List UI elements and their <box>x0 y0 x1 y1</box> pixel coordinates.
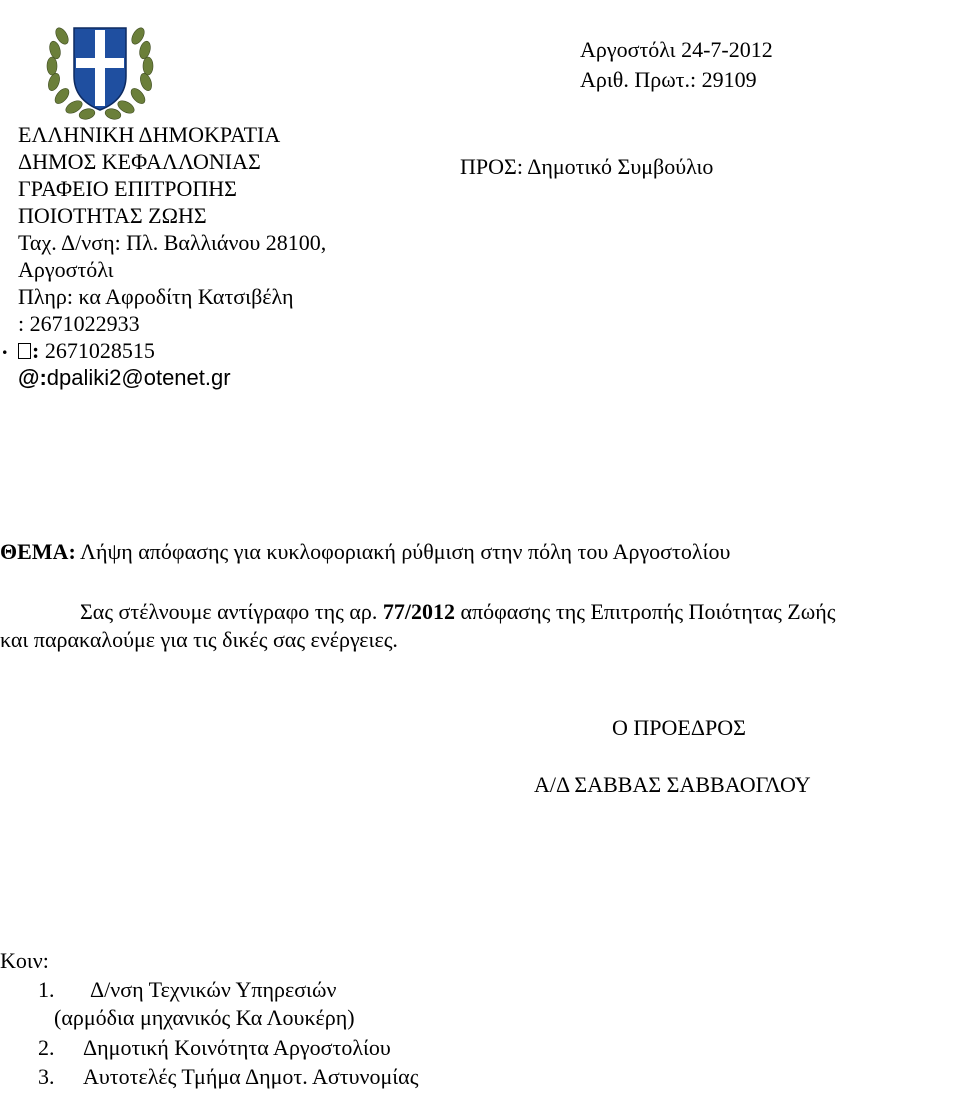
phone-number: : 2671022933 <box>18 311 140 336</box>
cc-item-number: 2. <box>38 1035 55 1060</box>
body-line-1 <box>80 598 835 626</box>
cc-item-number: 3. <box>38 1064 55 1089</box>
decision-number: 77/2012 <box>382 599 455 624</box>
signature-name: Α/Δ ΣΑΒΒΑΣ ΣΑΒΒΑΟΓΛΟΥ <box>534 772 811 797</box>
signature-title: Ο ΠΡΟΕΔΡΟΣ <box>612 715 746 740</box>
subject-line <box>0 538 730 566</box>
phone-bullet-icon: . <box>2 334 8 359</box>
sender-line: ΕΛΛΗΝΙΚΗ ΔΗΜΟΚΡΑΤΙΑ <box>18 122 281 147</box>
fax-label: : <box>32 338 40 363</box>
recipient: ΠΡΟΣ: Δημοτικό Συμβούλιο <box>460 154 714 179</box>
document-date: Αργοστόλι 24-7-2012 <box>580 37 773 62</box>
body-line-2: και παρακαλούμε για τις δικές σας ενέργειες. <box>0 627 398 652</box>
fax-line <box>18 337 326 364</box>
protocol-number: Αριθ. Πρωτ.: 29109 <box>580 67 757 92</box>
cc-label: Κοιν: <box>0 948 49 973</box>
cc-item-note: (αρμόδια μηχανικός Κα Λουκέρη) <box>54 1005 355 1030</box>
sender-line: Ταχ. Δ/νση: Πλ. Βαλλιάνου 28100, <box>18 230 327 255</box>
phone-line <box>18 310 326 337</box>
sender-block <box>18 121 326 391</box>
sender-line: ΓΡΑΦΕΙΟ ΕΠΙΤΡΟΠΗΣ <box>18 176 237 201</box>
cc-item-text: Αυτοτελές Τμήμα Δημοτ. Αστυνομίας <box>83 1064 419 1089</box>
sender-line: ΠΟΙΟΤΗΤΑΣ ΖΩΗΣ <box>18 203 207 228</box>
greek-coat-of-arms-emblem <box>40 14 160 124</box>
sender-line: Πληρ: κα Αφροδίτη Κατσιβέλη <box>18 284 294 309</box>
subject-text: Λήψη απόφασης για κυκλοφοριακή ρύθμιση στην πόλη του Αργοστολίου <box>75 539 731 564</box>
sender-line: Αργοστόλι <box>18 257 114 282</box>
fax-icon <box>18 343 31 359</box>
sender-line: ΔΗΜΟΣ ΚΕΦΑΛΛΟΝΙΑΣ <box>18 149 261 174</box>
cc-item-number: 1. <box>38 977 55 1002</box>
body-part-1: Σας στέλνουμε αντίγραφο της αρ. <box>80 599 383 624</box>
body-part-2: απόφασης της Επιτροπής Ποιότητας Ζωής <box>454 599 836 624</box>
email-address: dpaliki2@otenet.gr <box>46 365 231 390</box>
email-label: @: <box>18 365 47 390</box>
cc-item-text: Δ/νση Τεχνικών Υπηρεσιών <box>90 977 337 1002</box>
fax-number: 2671028515 <box>39 338 155 363</box>
email-line <box>18 364 326 391</box>
cc-item-text: Δημοτική Κοινότητα Αργοστολίου <box>83 1035 391 1060</box>
subject-label: ΘΕΜΑ: <box>0 539 76 564</box>
